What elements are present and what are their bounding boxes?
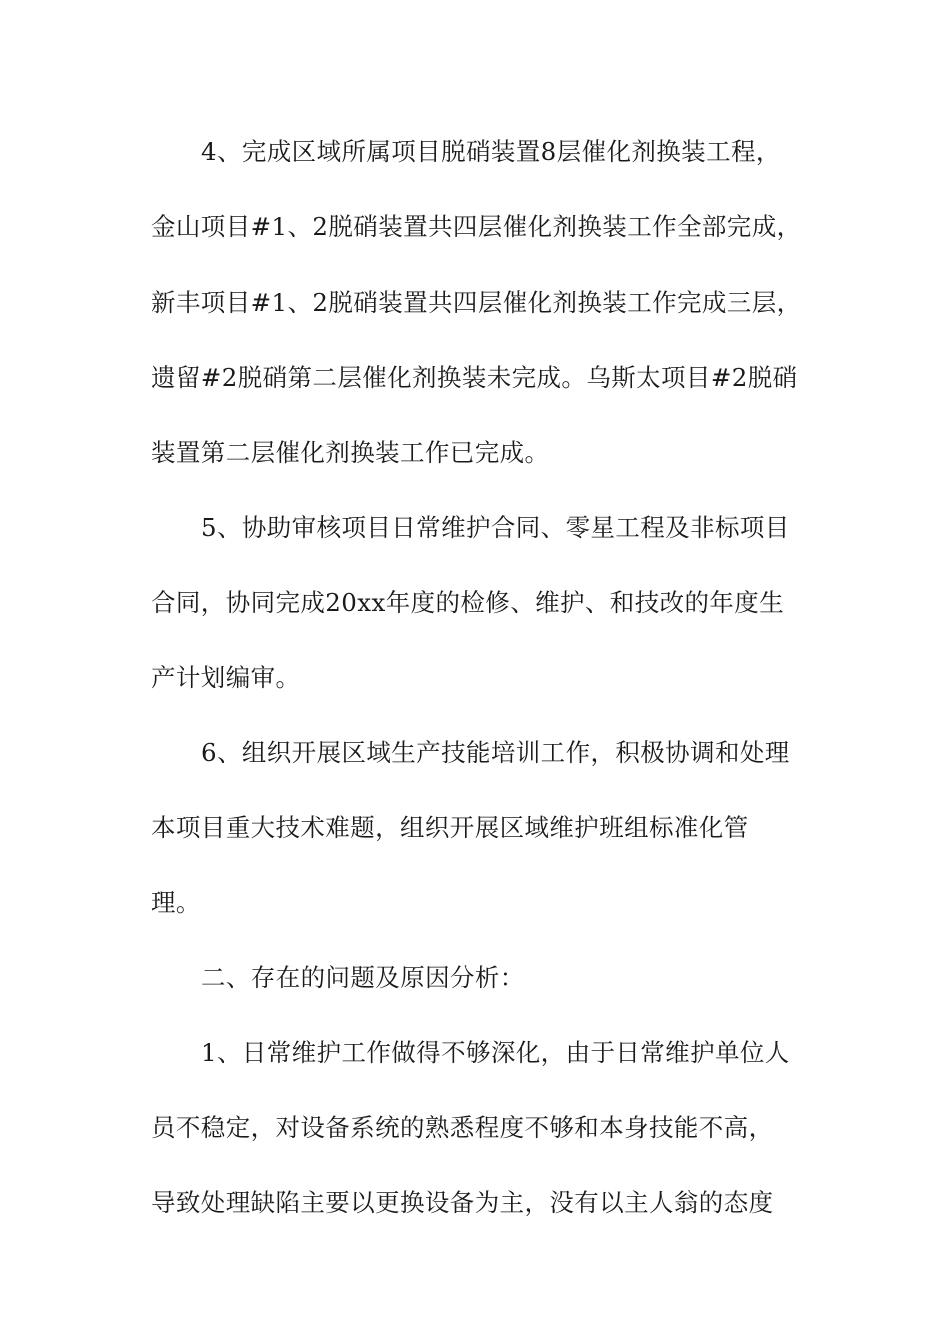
text-line: 理。 (151, 888, 201, 917)
text-line: 员不稳定，对设备系统的熟悉程度不够和本身技能不高， (151, 1113, 774, 1142)
text-line: 遗留#2脱硝第二层催化剂换装未完成。乌斯太项目#2脱硝 (151, 363, 798, 392)
text-line: 本项目重大技术难题，组织开展区域维护班组标准化管 (151, 813, 749, 842)
text-line: 1、日常维护工作做得不够深化，由于日常维护单位人 (201, 1038, 790, 1067)
text-line: 5、协助审核项目日常维护合同、零星工程及非标项目 (201, 513, 790, 542)
text-line: 合同，协同完成20xx年度的检修、维护、和技改的年度生 (151, 588, 785, 617)
text-line: 金山项目#1、2脱硝装置共四层催化剂换装工作全部完成， (151, 212, 802, 241)
text-line: 导致处理缺陷主要以更换设备为主，没有以主人翁的态度 (151, 1188, 774, 1217)
text-line: 产计划编审。 (151, 663, 301, 692)
section-heading: 二、存在的问题及原因分析： (201, 963, 525, 992)
text-line: 4、完成区域所属项目脱硝装置8层催化剂换装工程， (201, 137, 781, 166)
text-line: 6、组织开展区域生产技能培训工作，积极协调和处理 (201, 738, 790, 767)
text-line: 装置第二层催化剂换装工作已完成。 (151, 438, 550, 467)
text-line: 新丰项目#1、2脱硝装置共四层催化剂换装工作完成三层， (151, 288, 802, 317)
